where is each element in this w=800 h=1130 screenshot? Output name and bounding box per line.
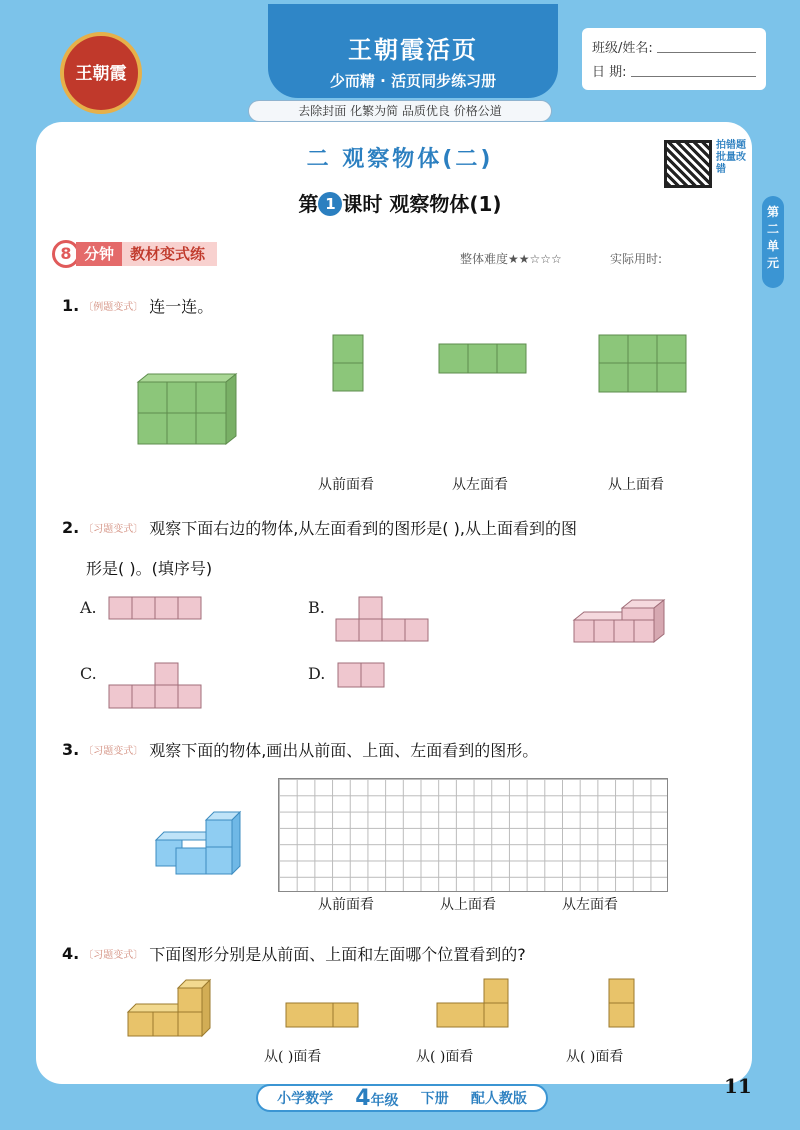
timer-badge bbox=[52, 240, 217, 268]
question-text: 下面图形分别是从前面、上面和左面哪个位置看到的? bbox=[149, 945, 526, 964]
class-name-label: 班级/姓名: bbox=[592, 40, 653, 56]
option-c-figure bbox=[108, 662, 204, 712]
timer-minutes: 8 bbox=[52, 240, 80, 268]
q1-view-a bbox=[332, 334, 366, 394]
q4-blank-1[interactable]: 从( )面看 bbox=[264, 1049, 322, 1065]
question-text: 观察下面右边的物体,从左面看到的图形是( ),从上面看到的图 bbox=[149, 519, 577, 538]
footer-badge bbox=[256, 1084, 548, 1112]
timer-unit: 分钟 bbox=[76, 242, 122, 266]
drawing-grid[interactable] bbox=[278, 778, 668, 892]
q1-caption-front: 从前面看 bbox=[318, 477, 374, 493]
q4-view-1 bbox=[285, 1002, 361, 1030]
question-tag: 〔习题变式〕 bbox=[83, 524, 144, 535]
question-number: 3. bbox=[62, 740, 80, 759]
motto: 去除封面 化繁为简 品质优良 价格公道 bbox=[248, 100, 552, 122]
question-1 bbox=[62, 294, 213, 317]
question-tag: 〔习题变式〕 bbox=[83, 950, 144, 961]
brand-slogan: 少而精 · 活页同步练习册 bbox=[329, 72, 497, 90]
lesson-number: 1 bbox=[318, 192, 342, 216]
question-number: 1. bbox=[62, 296, 80, 315]
brand-title: 王朝霞活页 bbox=[348, 35, 478, 64]
footer-volume: 下册 bbox=[420, 1091, 449, 1107]
q1-caption-top: 从上面看 bbox=[608, 477, 664, 493]
lesson-prefix: 第 bbox=[298, 192, 319, 216]
difficulty-rating: 整体难度★★☆☆☆ bbox=[460, 252, 562, 266]
footer-grade bbox=[355, 1086, 398, 1111]
q3-caption-left: 从左面看 bbox=[562, 897, 618, 913]
question-tag: 〔例题变式〕 bbox=[83, 302, 144, 313]
question-number: 2. bbox=[62, 518, 80, 537]
option-a-figure bbox=[108, 596, 204, 622]
option-d-figure bbox=[337, 662, 387, 690]
q3-caption-front: 从前面看 bbox=[318, 897, 374, 913]
q1-view-b bbox=[438, 343, 528, 375]
footer-grade-unit: 年级 bbox=[370, 1092, 399, 1109]
date-field[interactable] bbox=[631, 63, 756, 77]
footer-subject: 小学数学 bbox=[277, 1091, 334, 1107]
option-c-label: C. bbox=[80, 664, 97, 683]
q3-solid-figure bbox=[154, 810, 244, 880]
question-text: 观察下面的物体,画出从前面、上面、左面看到的图形。 bbox=[149, 741, 539, 760]
class-name-field[interactable] bbox=[657, 39, 756, 53]
timer-label: 教材变式练 bbox=[122, 242, 217, 266]
time-used-label: 实际用时: bbox=[610, 252, 663, 266]
lesson-title bbox=[0, 188, 800, 217]
footer-edition: 配人教版 bbox=[470, 1091, 527, 1107]
question-2-line2: 形是( )。(填序号) bbox=[86, 559, 213, 578]
q1-caption-left: 从左面看 bbox=[452, 477, 508, 493]
qr-code-icon[interactable] bbox=[664, 140, 712, 188]
question-2 bbox=[62, 516, 577, 539]
q3-caption-top: 从上面看 bbox=[440, 897, 496, 913]
publisher-logo: 王朝霞 bbox=[60, 32, 142, 114]
footer-grade-number: 4 bbox=[355, 1085, 371, 1111]
q1-solid-figure bbox=[134, 372, 238, 448]
q4-solid-figure bbox=[126, 978, 216, 1040]
unit-title: 二 观察物体(二) bbox=[306, 147, 494, 172]
qr-caption: 拍错题批量改错 bbox=[716, 140, 746, 175]
q4-blank-3[interactable]: 从( )面看 bbox=[566, 1049, 624, 1065]
page-number: 11 bbox=[724, 1074, 752, 1098]
option-b-label: B. bbox=[308, 598, 325, 617]
question-text: 连一连。 bbox=[149, 297, 214, 316]
q1-view-c bbox=[598, 334, 688, 394]
question-number: 4. bbox=[62, 944, 80, 963]
option-b-figure bbox=[335, 596, 431, 644]
q4-blank-2[interactable]: 从( )面看 bbox=[416, 1049, 474, 1065]
student-info-box bbox=[582, 28, 766, 90]
question-3 bbox=[62, 738, 538, 761]
date-label: 日 期: bbox=[592, 64, 627, 80]
q4-view-3 bbox=[608, 978, 638, 1030]
question-tag: 〔习题变式〕 bbox=[83, 746, 144, 757]
question-4 bbox=[62, 942, 526, 965]
q2-solid-figure bbox=[572, 598, 678, 644]
option-d-label: D. bbox=[308, 664, 326, 683]
side-tab-unit: 第二单元 bbox=[762, 196, 784, 288]
lesson-suffix: 课时 观察物体(1) bbox=[342, 192, 502, 216]
q4-view-2 bbox=[436, 978, 512, 1030]
header-banner bbox=[268, 4, 558, 98]
option-a-label: A. bbox=[80, 598, 97, 617]
